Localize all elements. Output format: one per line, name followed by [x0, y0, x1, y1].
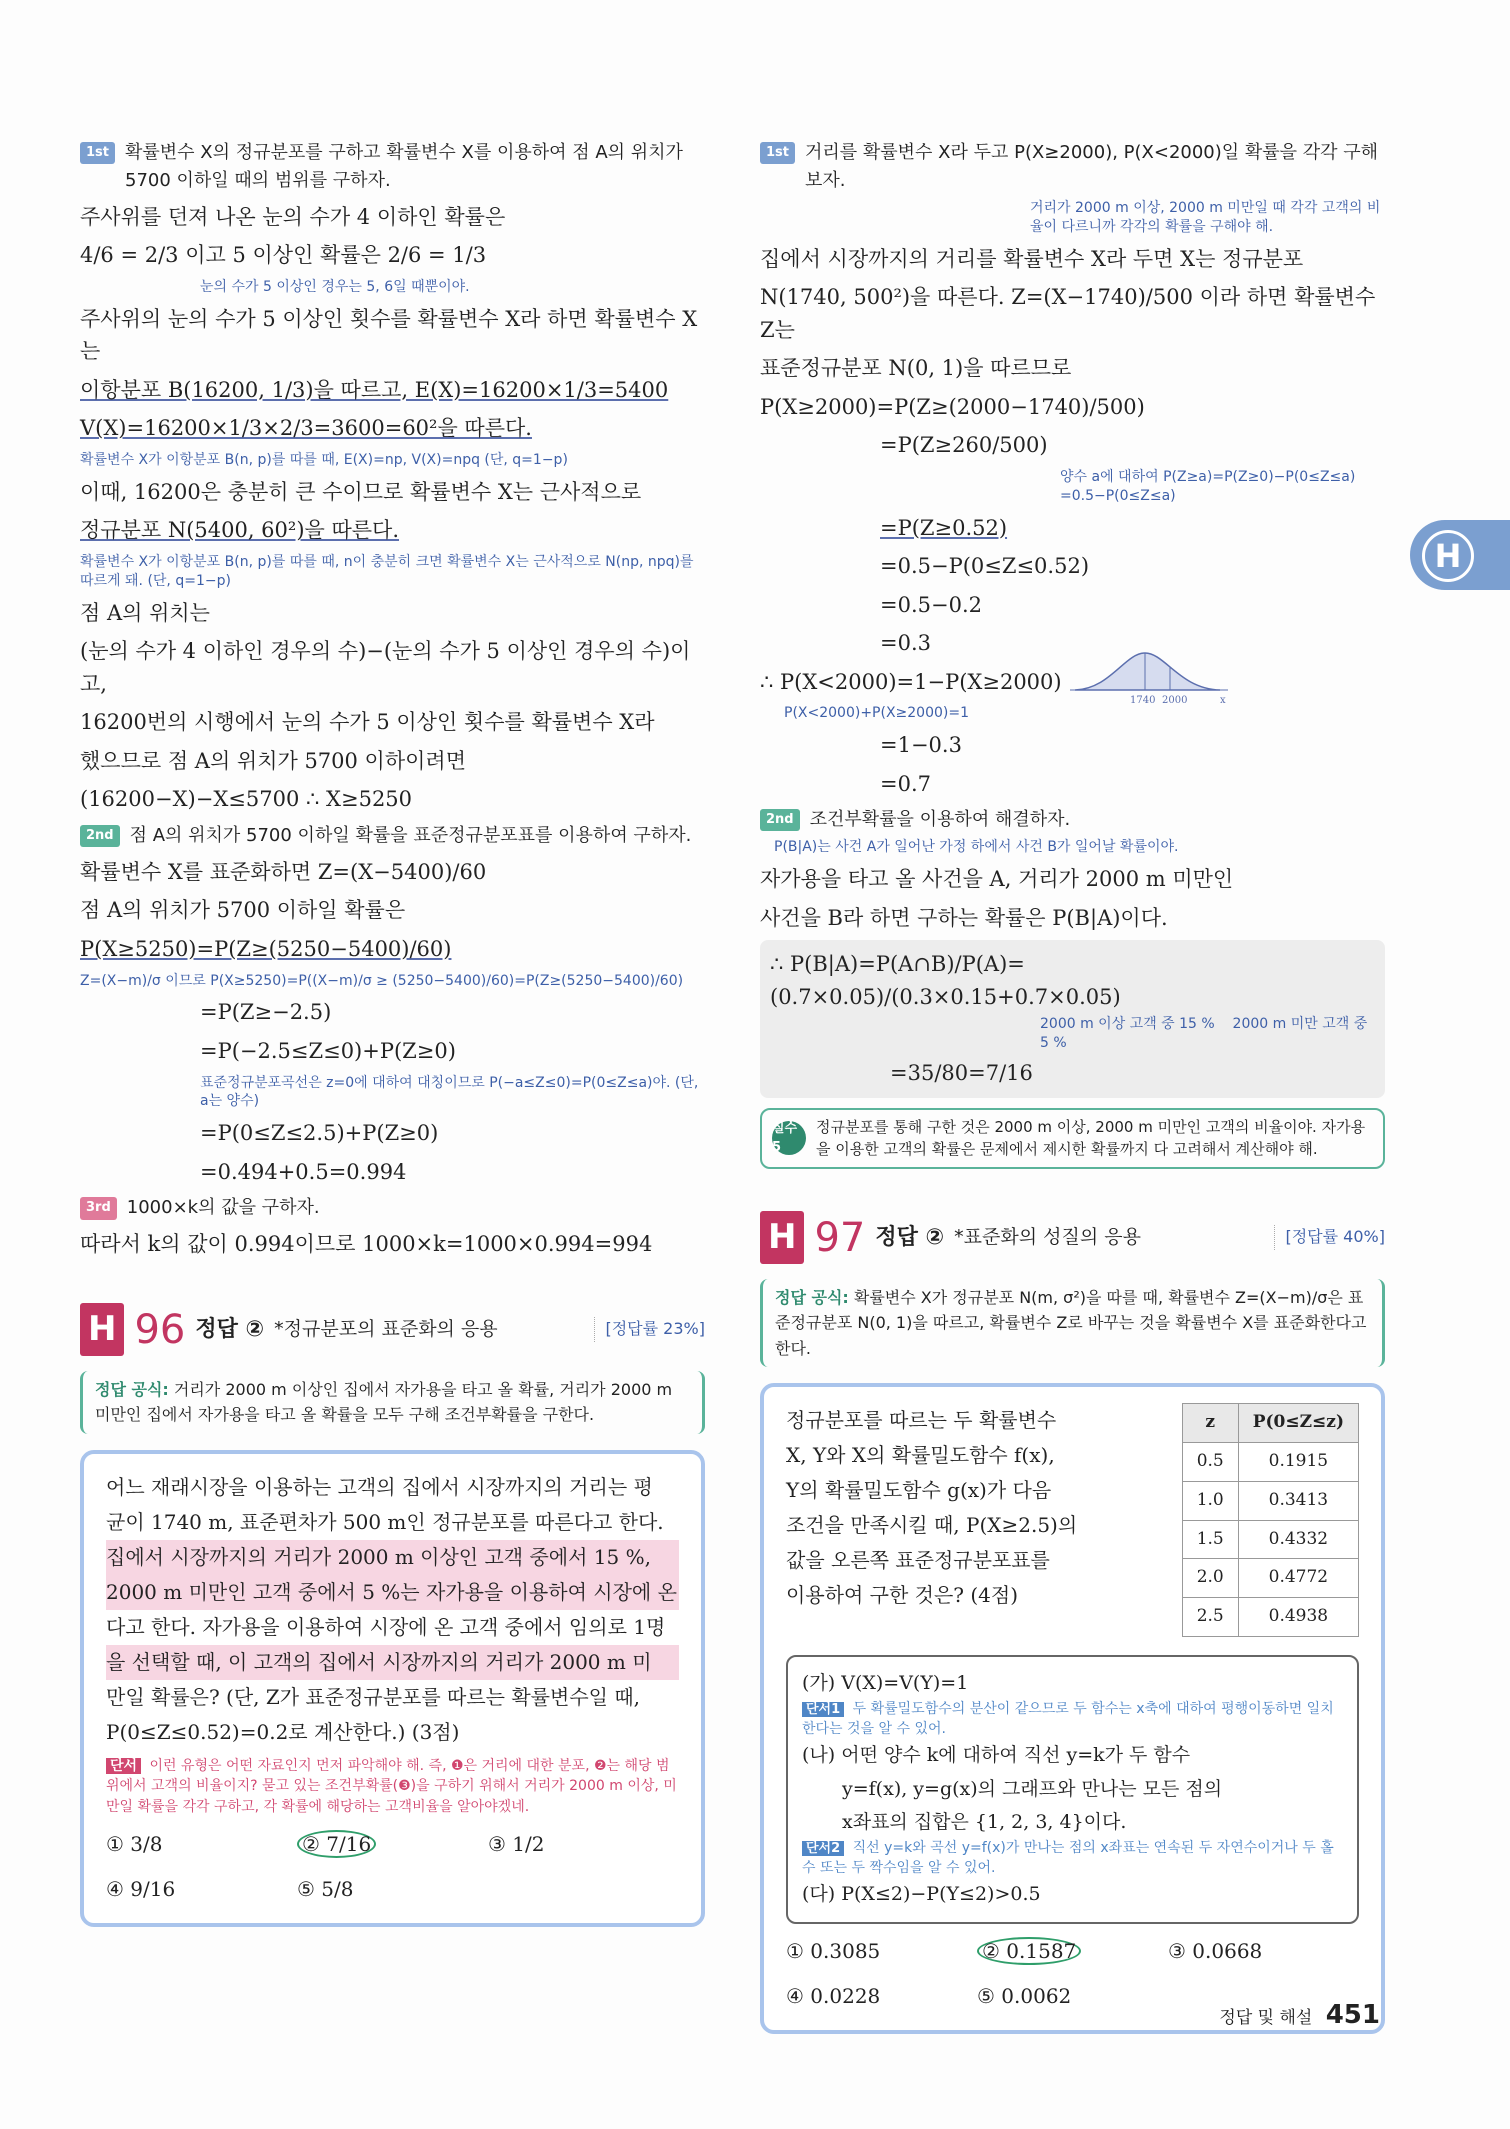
solution-line: 했으므로 점 A의 위치가 5700 이하이려면	[80, 748, 466, 773]
solution-line: =1−0.3	[880, 733, 962, 758]
question-line: 이용하여 구한 것은? (4점)	[786, 1583, 1019, 1608]
condition-b: x좌표의 집합은 {1, 2, 3, 4}이다.	[842, 1810, 1127, 1833]
solution-line: 주사위의 눈의 수가 5 이상인 횟수를 확률변수 X라 하면 확률변수 X는	[80, 306, 698, 364]
step-text: 1000×k의 값을 구하자.	[126, 1197, 320, 1219]
solution-line: 자가용을 타고 올 사건을 A, 거리가 2000 m 미만인	[760, 867, 1234, 892]
tip-text: 정규분포를 통해 구한 것은 2000 m 이상, 2000 m 미만인 고객의 비율이야. 자가용을 이용한 고객의 확률은 문제에서 제시한 확률까지 다 고려해서 계산해야 해.	[816, 1117, 1366, 1159]
solution-line: 점 A의 위치는	[80, 600, 210, 625]
solution-line: =P(Z≥−2.5)	[200, 1000, 332, 1025]
answer-formula	[80, 1371, 705, 1434]
condition-a: (가) V(X)=V(Y)=1	[802, 1671, 969, 1694]
formula-label: 정답 공식:	[95, 1379, 169, 1399]
question-box-96	[80, 1450, 705, 1927]
solution-line: 따라서 k의 값이 0.994이므로 1000×k=1000×0.994=994	[80, 1232, 653, 1257]
question-line: 값을 오른쪽 표준정규분포표를	[786, 1548, 1050, 1573]
note: P(X<2000)+P(X≥2000)=1	[784, 705, 970, 722]
table-cell: 0.1915	[1238, 1443, 1358, 1482]
note: 확률변수 X가 이항분포 B(n, p)를 따를 때, n이 충분히 크면 확률변수 X는 근사적으로 N(np, npq)를 따르게 돼. (단, q=1−p)	[80, 553, 694, 589]
problem-topic: *정규분포의 표준화의 응용	[274, 1318, 498, 1341]
solution-line: 주사위를 던져 나온 눈의 수가 4 이하인 확률은	[80, 204, 506, 229]
step-text: 조건부확률을 이용하여 해결하자.	[809, 809, 1071, 831]
solution-line: 4/6 = 2/3 이고 5 이상인 확률은 2/6 = 1/3	[80, 243, 487, 268]
note: 양수 a에 대하여 P(Z≥a)=P(Z≥0)−P(0≤Z≤a) =0.5−P(0≤Z≤a)	[1060, 468, 1356, 504]
problem-number: 96	[134, 1306, 186, 1353]
choice-2[interactable]	[977, 1934, 1168, 1969]
mistake-tip	[760, 1108, 1385, 1169]
note: 거리가 2000 m 이상, 2000 m 미만일 때 각각 고객의 비율이 다르니까 각각의 확률을 구해야 해.	[1030, 199, 1381, 235]
table-cell: 2.0	[1182, 1559, 1238, 1598]
solution-line: N(1740, 500²)을 따른다. Z=(X−1740)/500 이라 하면 확률변수 Z는	[760, 285, 1376, 342]
solution-line: =0.5−P(0≤Z≤0.52)	[880, 554, 1090, 579]
step-2	[80, 822, 705, 850]
solution-line: 확률변수 X를 표준화하면 Z=(X−5400)/60	[80, 859, 487, 884]
question-line: 균이 1740 m, 표준편차가 500 m인 정규분포를 따른다고 한다.	[106, 1510, 664, 1535]
chapter-side-tab	[1410, 520, 1510, 590]
solution-line: =0.7	[880, 771, 931, 796]
answer-formula	[760, 1279, 1385, 1368]
table-head-cell: P(0≤Z≤z)	[1238, 1404, 1358, 1443]
choice-1[interactable]: ① 3/8	[106, 1831, 163, 1856]
page-footer	[1219, 2000, 1380, 2030]
step-badge: 1st	[760, 142, 795, 164]
step-1	[760, 139, 1385, 195]
solution-line: P(X≥5250)=P(Z≥(5250−5400)/60)	[80, 936, 452, 961]
right-column	[760, 135, 1385, 2034]
question-line: 을 선택할 때, 이 고객의 집에서 시장까지의 거리가 2000 m 미	[106, 1645, 679, 1680]
tip-icon: 실수 5	[772, 1121, 806, 1155]
normal-curve-graph	[1070, 645, 1230, 705]
condition-b: y=f(x), y=g(x)의 그래프와 만나는 모든 점의	[842, 1777, 1223, 1800]
choice-3[interactable]: ③ 1/2	[488, 1831, 545, 1856]
solution-line: =P(Z≥0.52)	[880, 515, 1008, 540]
question-line: P(0≤Z≤0.52)=0.2로 계산한다.) (3점)	[106, 1720, 460, 1745]
conditions-box	[786, 1655, 1359, 1924]
choice-5[interactable]: ⑤ 0.0062	[977, 1983, 1072, 2008]
note: 확률변수 X가 이항분포 B(n, p)를 따를 때, E(X)=np, V(X)=npq (단, q=1−p)	[80, 451, 568, 468]
condition-c: (다) P(X≤2)−P(Y≤2)>0.5	[802, 1883, 1041, 1906]
answer-label: 정답 ②	[875, 1224, 945, 1250]
solution-line: 이항분포 B(16200, 1/3)을 따르고, E(X)=16200×1/3=5400	[80, 377, 669, 402]
hint	[802, 1839, 1343, 1878]
solution-line: ∴ P(X<2000)=1−P(X≥2000)	[760, 669, 1062, 694]
table-row	[1182, 1520, 1358, 1559]
formula-label: 정답 공식:	[775, 1287, 849, 1307]
table-cell: 1.0	[1182, 1481, 1238, 1520]
table-row	[1182, 1481, 1358, 1520]
step-3	[80, 1194, 705, 1222]
question-line: 정규분포를 따르는 두 확률변수	[786, 1408, 1057, 1433]
solution-line: =35/80=7/16	[890, 1061, 1033, 1086]
solution-line: ∴ P(B|A)=P(A∩B)/P(A)=(0.7×0.05)/(0.3×0.15+0.7×0.05)	[770, 952, 1121, 1009]
question-line: 어느 재래시장을 이용하는 고객의 집에서 시장까지의 거리는 평	[106, 1475, 653, 1500]
correct-rate: [정답률 23%]	[594, 1317, 705, 1342]
hint-tag: 단서	[106, 1758, 141, 1774]
question-line: 집에서 시장까지의 거리가 2000 m 이상인 고객 중에서 15 %,	[106, 1540, 679, 1575]
solution-line: =0.5−0.2	[880, 592, 982, 617]
left-column	[80, 135, 705, 1927]
solution-line: 정규분포 N(5400, 60²)을 따른다.	[80, 518, 400, 543]
solution-line: P(X≥2000)=P(Z≥(2000−1740)/500)	[760, 394, 1145, 419]
problem-number: 97	[814, 1214, 866, 1261]
choice-1[interactable]: ① 0.3085	[786, 1938, 881, 1963]
solution-line: =0.3	[880, 631, 931, 656]
note: 표준정규분포곡선은 z=0에 대하여 대칭이므로 P(−a≤Z≤0)=P(0≤Z≤a)야. (단, a는 양수)	[200, 1074, 699, 1110]
solution-line: =0.494+0.5=0.994	[200, 1159, 407, 1184]
answer-choices	[106, 1827, 679, 1907]
solution-line: =P(0≤Z≤2.5)+P(Z≥0)	[200, 1121, 439, 1146]
condition-b: (나) 어떤 양수 k에 대하여 직선 y=k가 두 함수	[802, 1744, 1191, 1767]
table-header	[1182, 1404, 1358, 1443]
choice-5[interactable]: ⑤ 5/8	[297, 1876, 354, 1901]
problem-mark: H	[760, 1211, 804, 1264]
solution-line: 16200번의 시행에서 눈의 수가 5 이상인 횟수를 확률변수 X라	[80, 710, 655, 735]
hint-text: 직선 y=k와 곡선 y=f(x)가 만나는 점의 x좌표는 연속된 두 자연수이거나 두 홀수 또는 두 짝수임을 알 수 있어.	[802, 1840, 1334, 1876]
solution-line: (눈의 수가 4 이하인 경우의 수)−(눈의 수가 5 이상인 경우의 수)이고,	[80, 639, 691, 696]
table-cell: 0.4332	[1238, 1520, 1358, 1559]
solution-line: =P(−2.5≤Z≤0)+P(Z≥0)	[200, 1038, 456, 1063]
step-1	[80, 139, 705, 195]
table-cell: 0.4938	[1238, 1598, 1358, 1637]
curve-label: 2000	[1162, 695, 1188, 705]
step-badge: 2nd	[80, 825, 120, 847]
z-table	[1182, 1403, 1359, 1637]
solution-line: 사건을 B라 하면 구하는 확률은 P(B|A)이다.	[760, 905, 1168, 930]
solution-line: V(X)=16200×1/3×2/3=3600=60²을 따른다.	[80, 416, 532, 441]
step-2	[760, 806, 1385, 834]
solution-line: 점 A의 위치가 5700 이하일 확률은	[80, 898, 406, 923]
table-cell: 0.4772	[1238, 1559, 1358, 1598]
question-line: 조건을 만족시킬 때, P(X≥2.5)의	[786, 1513, 1078, 1538]
table-row	[1182, 1559, 1358, 1598]
solution-line: 이때, 16200은 충분히 큰 수이므로 확률변수 X는 근사적으로	[80, 479, 642, 504]
solution-line: 집에서 시장까지의 거리를 확률변수 X라 두면 X는 정규분포	[760, 246, 1304, 271]
note: 눈의 수가 5 이상인 경우는 5, 6일 때뿐이야.	[200, 278, 470, 295]
footer-label: 정답 및 해설	[1219, 2008, 1313, 2028]
step-badge: 2nd	[760, 809, 800, 831]
normal-curve	[1075, 653, 1220, 690]
note-part: 2000 m 미만 고객 중 5 %	[1040, 1016, 1368, 1052]
answer-label: 정답 ②	[195, 1316, 265, 1342]
hint	[106, 1756, 679, 1817]
correct-mark: ② 7/16	[297, 1830, 376, 1858]
choice-3[interactable]: ③ 0.0668	[1168, 1938, 1263, 1963]
chapter-letter: H	[1422, 530, 1474, 582]
question-text	[786, 1403, 1077, 1637]
table-cell: 0.5	[1182, 1443, 1238, 1482]
choice-4[interactable]: ④ 0.0228	[786, 1983, 881, 2008]
page-number: 451	[1325, 2000, 1380, 2030]
note: Z=(X−m)/σ 이므로 P(X≥5250)=P((X−m)/σ ≥ (5250−5400)/60)=P(Z≥(5250−5400)/60)	[80, 972, 684, 989]
question-line: X, Y와 X의 확률밀도함수 f(x),	[786, 1443, 1055, 1468]
formula-text: 거리가 2000 m 이상인 집에서 자가용을 타고 올 확률, 거리가 2000 m 미만인 집에서 자가용을 타고 올 확률을 모두 구해 조건부확률을 구한다.	[95, 1379, 673, 1425]
formula-text: 확률변수 X가 정규분포 N(m, σ²)을 따를 때, 확률변수 Z=(X−m)/σ은 표준정규분포 N(0, 1)을 따르고, 확률변수 Z로 바꾸는 것을 확률변수 X를 표준화한다고 한다.	[775, 1287, 1367, 1358]
choice-2[interactable]	[297, 1827, 488, 1862]
question-line: Y의 확률밀도함수 g(x)가 다음	[786, 1478, 1052, 1503]
note	[770, 1015, 1375, 1053]
problem-mark: H	[80, 1303, 124, 1356]
table-row	[1182, 1443, 1358, 1482]
step-text: 확률변수 X의 정규분포를 구하고 확률변수 X를 이용하여 점 A의 위치가 5700 이하일 때의 범위를 구하자.	[125, 142, 683, 191]
note: P(B|A)는 사건 A가 일어난 가정 하에서 사건 B가 일어날 확률이야.	[774, 839, 1179, 856]
problem-header-96	[80, 1299, 705, 1361]
question-line: 2000 m 미만인 고객 중에서 5 %는 자가용을 이용하여 시장에 온	[106, 1575, 679, 1610]
solution-line: =P(Z≥260/500)	[880, 433, 1048, 458]
step-text: 점 A의 위치가 5700 이하일 확률을 표준정규분포표를 이용하여 구하자.	[129, 825, 692, 846]
hint-text: 두 확률밀도함수의 분산이 같으므로 두 함수는 x축에 대하여 평행이동하면 일치한다는 것을 알 수 있어.	[802, 1701, 1334, 1737]
curve-label: 1740	[1130, 695, 1156, 705]
hint-tag: 단서2	[802, 1841, 844, 1856]
problem-header-97	[760, 1207, 1385, 1269]
step-badge: 3rd	[80, 1197, 117, 1219]
question-line: 다고 한다. 자가용을 이용하여 시장에 온 고객 중에서 임의로 1명	[106, 1615, 666, 1640]
hint-tag: 단서1	[802, 1702, 844, 1717]
hint	[802, 1700, 1343, 1739]
step-badge: 1st	[80, 142, 115, 164]
table-cell: 1.5	[1182, 1520, 1238, 1559]
correct-rate: [정답률 40%]	[1274, 1225, 1385, 1250]
question-top	[786, 1403, 1359, 1637]
question-box-97	[760, 1383, 1385, 2033]
table-cell: 0.3413	[1238, 1481, 1358, 1520]
hint-text: 이런 유형은 어떤 자료인지 먼저 파악해야 해. 즉, ❶은 거리에 대한 분포, ❷는 해당 범위에서 고객의 비율이지? 묻고 있는 조건부확률(❸)을 구하기 위해서 거리가 2000 m 이상, 미만일 확률을 각각 구하고, 각 확률에 해당하는 고객비율을 알아야겠네.	[106, 1758, 677, 1815]
solution-line: (16200−X)−X≤5700 ∴ X≥5250	[80, 787, 413, 812]
problem-topic: *표준화의 성질의 응용	[954, 1225, 1141, 1248]
table-cell: 2.5	[1182, 1598, 1238, 1637]
question-line: 만일 확률은? (단, Z가 표준정규분포를 따르는 확률변수일 때,	[106, 1685, 640, 1710]
choice-4[interactable]: ④ 9/16	[106, 1876, 176, 1901]
solution-line: 표준정규분포 N(0, 1)을 따르므로	[760, 356, 1072, 381]
table-row	[1182, 1598, 1358, 1637]
table-head-cell: z	[1182, 1404, 1238, 1443]
calculation-box	[760, 940, 1385, 1097]
correct-mark: ② 0.1587	[977, 1937, 1081, 1965]
curve-label: x	[1220, 695, 1226, 705]
step-text: 거리를 확률변수 X라 두고 P(X≥2000), P(X<2000)일 확률을 각각 구해 보자.	[805, 142, 1379, 191]
note-part: 2000 m 이상 고객 중 15 %	[1040, 1016, 1215, 1033]
